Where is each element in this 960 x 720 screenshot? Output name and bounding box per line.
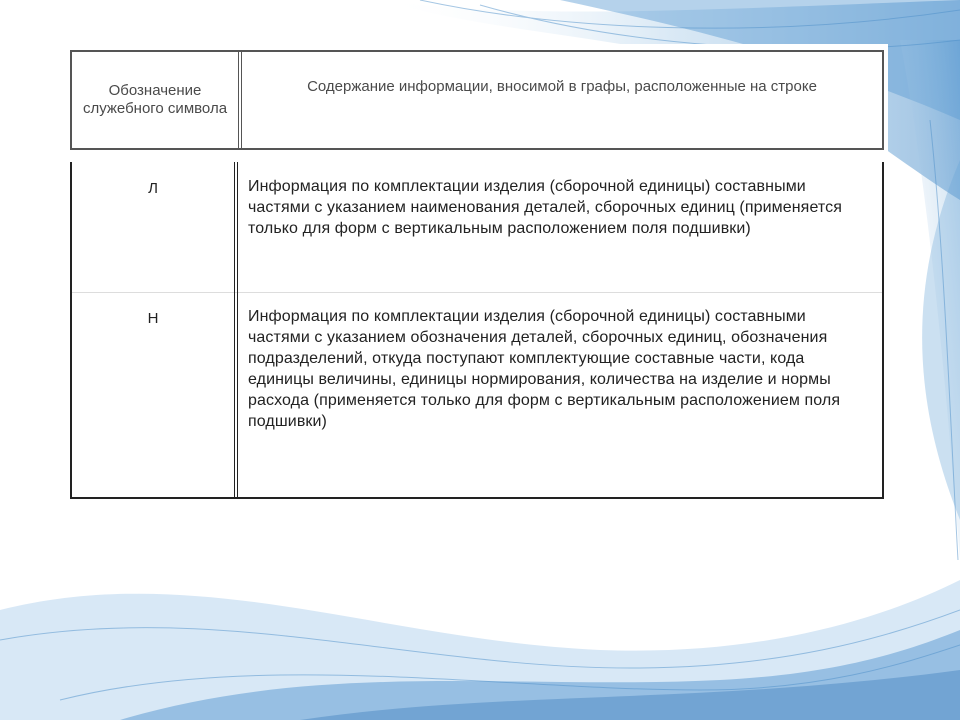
table-row — [72, 162, 882, 292]
table-header — [70, 50, 884, 150]
row-symbol: Л — [72, 162, 238, 292]
row-description: Информация по комплектации изделия (сборочной единицы) составными частями с указанием обозначения деталей, сборочных единиц, обозначения подразделений, откуда поступают комплектующие составные части, кода единицы величины, единицы нормирования, количества на изделие и нормы расхода (применяется только для форм с вертикальным расположением поля подшивки) — [248, 308, 841, 430]
row-symbol: Н — [72, 292, 238, 497]
header-content-column: Содержание информации, вносимой в графы, расположенные на строке — [307, 78, 817, 95]
header-symbol-column: Обозначение служебного символа — [72, 52, 242, 148]
row-description: Информация по комплектации изделия (сборочной единицы) составными частями с указанием наименования деталей, сборочных единиц (применяется только для форм с вертикальным расположением поля подшивки) — [248, 178, 843, 237]
table-row — [72, 292, 882, 497]
info-table — [58, 44, 888, 504]
table-body — [70, 162, 884, 499]
